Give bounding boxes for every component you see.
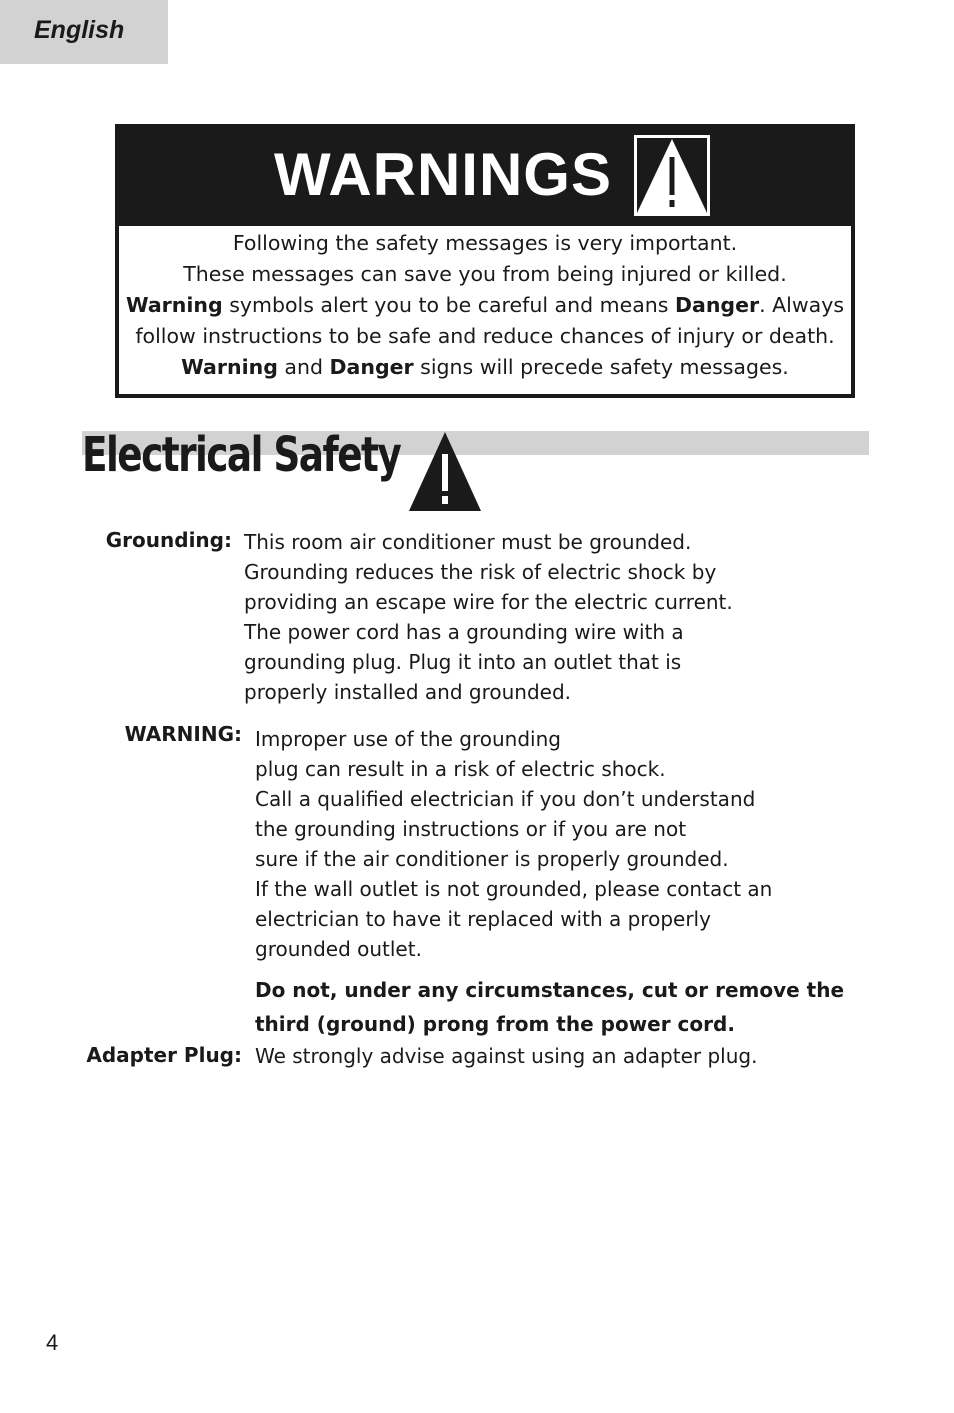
grounding-line: The power cord has a grounding wire with a xyxy=(244,620,684,644)
grounding-text xyxy=(244,527,733,707)
adapter-plug-text xyxy=(255,1041,757,1071)
warning-term-2: Warning xyxy=(181,355,278,379)
warnings-line-1: Following the safety messages is very important. xyxy=(232,231,738,255)
warnings-line-4: follow instructions to be safe and reduce chances of injury or death. xyxy=(135,324,835,348)
warning-line: the grounding instructions or if you are not xyxy=(255,817,687,841)
warning-line: Improper use of the grounding xyxy=(255,727,561,751)
warning-exclamation-icon xyxy=(634,135,710,216)
adapter-plug-line: We strongly advise against using an adapter plug. xyxy=(255,1044,758,1068)
warning-line: electrician to have it replaced with a properly xyxy=(255,907,711,931)
warnings-line-2: These messages can save you from being injured or killed. xyxy=(183,262,787,286)
warnings-title: WARNINGS xyxy=(274,141,612,208)
language-tab xyxy=(0,0,168,64)
warning-line: plug can result in a risk of electric shock. xyxy=(255,757,666,781)
grounding-line: providing an escape wire for the electric current. xyxy=(244,590,733,614)
grounding-line: Grounding reduces the risk of electric shock by xyxy=(244,560,717,584)
warnings-line-5 xyxy=(119,352,851,383)
cord-warning-line: Do not, under any circumstances, cut or remove the xyxy=(255,978,845,1002)
warning-line: sure if the air conditioner is properly grounded. xyxy=(255,847,729,871)
warning-line: grounded outlet. xyxy=(255,937,422,961)
warning-triangle-icon xyxy=(409,432,481,511)
danger-term-2: Danger xyxy=(329,355,414,379)
section-title: Electrical Safety xyxy=(82,427,401,483)
warnings-line-3 xyxy=(119,290,851,321)
cord-warning-line: third (ground) prong from the power cord. xyxy=(255,1012,735,1036)
warning-line: Call a qualified electrician if you don’t understand xyxy=(255,787,756,811)
warnings-box xyxy=(115,124,855,398)
warnings-header xyxy=(119,128,851,226)
grounding-line: properly installed and grounded. xyxy=(244,680,572,704)
adapter-plug-label: Adapter Plug: xyxy=(86,1043,242,1067)
grounding-label: Grounding: xyxy=(105,528,232,552)
warnings-line-5-text-a: and xyxy=(277,355,330,379)
page-number: 4 xyxy=(46,1330,59,1355)
danger-term: Danger xyxy=(674,293,760,317)
warnings-line-3-text-b: . Always xyxy=(759,293,845,317)
warnings-line-5-text-b: signs will precede safety messages. xyxy=(413,355,789,379)
warning-label: WARNING: xyxy=(124,722,242,746)
warning-line: If the wall outlet is not grounded, please contact an xyxy=(255,877,773,901)
grounding-line: This room air conditioner must be grounded. xyxy=(244,530,692,554)
cord-warning-text xyxy=(255,973,844,1041)
language-label: English xyxy=(34,16,125,44)
warning-text xyxy=(255,724,772,964)
grounding-line: grounding plug. Plug it into an outlet that is xyxy=(244,650,682,674)
warning-term: Warning xyxy=(125,293,223,317)
warnings-body xyxy=(119,228,851,383)
warnings-line-3-text-a: symbols alert you to be careful and means xyxy=(222,293,675,317)
